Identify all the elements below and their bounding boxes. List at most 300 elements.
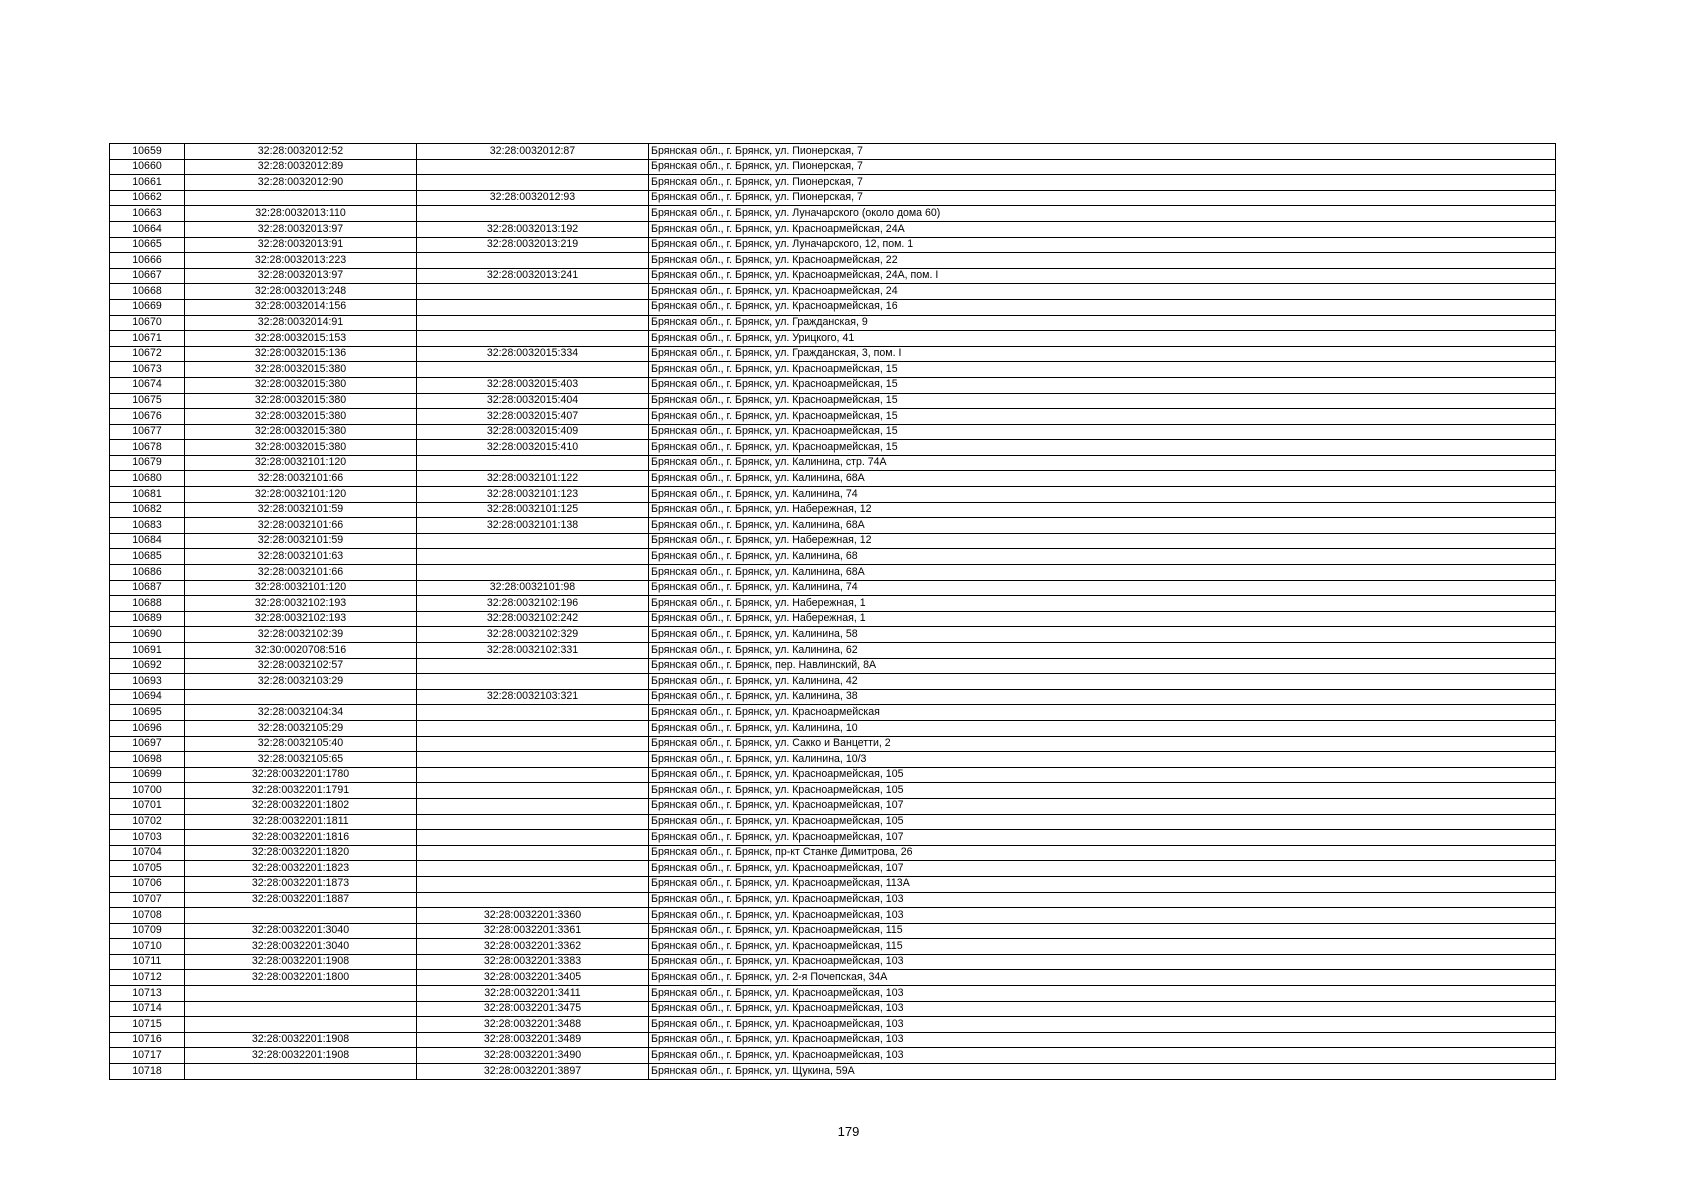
row-number-cell: 10692 [110, 658, 185, 674]
table-row [110, 689, 1556, 705]
address-cell: Брянская обл., г. Брянск, ул. Калинина, 10/3 [649, 752, 1556, 768]
cadastral-number-cell: 32:28:0032104:34 [185, 705, 417, 721]
object-cadastral-number-cell: 32:28:0032102:329 [417, 627, 649, 643]
cadastral-number-cell: 32:28:0032015:153 [185, 331, 417, 347]
cadastral-number-cell: 32:28:0032015:380 [185, 409, 417, 425]
object-cadastral-number-cell [417, 830, 649, 846]
table-row [110, 377, 1556, 393]
table-row [110, 393, 1556, 409]
row-number-cell: 10702 [110, 814, 185, 830]
address-cell: Брянская обл., г. Брянск, ул. Луначарского (около дома 60) [649, 206, 1556, 222]
address-cell: Брянская обл., г. Брянск, ул. Красноармейская, 103 [649, 986, 1556, 1002]
row-number-cell: 10689 [110, 611, 185, 627]
cadastral-number-cell: 32:28:0032012:90 [185, 175, 417, 191]
table-row [110, 643, 1556, 659]
object-cadastral-number-cell [417, 284, 649, 300]
cadastral-number-cell: 32:28:0032102:57 [185, 658, 417, 674]
cadastral-number-cell: 32:28:0032013:110 [185, 206, 417, 222]
address-cell: Брянская обл., г. Брянск, ул. Красноармейская, 103 [649, 1001, 1556, 1017]
cadastral-number-cell: 32:28:0032201:1791 [185, 783, 417, 799]
object-cadastral-number-cell: 32:28:0032201:3489 [417, 1032, 649, 1048]
address-cell: Брянская обл., г. Брянск, ул. Красноармейская, 15 [649, 424, 1556, 440]
address-cell: Брянская обл., г. Брянск, ул. Красноармейская, 103 [649, 1017, 1556, 1033]
registry-table [109, 143, 1556, 1080]
row-number-cell: 10675 [110, 393, 185, 409]
object-cadastral-number-cell [417, 736, 649, 752]
cadastral-number-cell: 32:28:0032201:1811 [185, 814, 417, 830]
object-cadastral-number-cell: 32:28:0032012:87 [417, 144, 649, 160]
address-cell: Брянская обл., г. Брянск, ул. 2-я Почепская, 34А [649, 970, 1556, 986]
object-cadastral-number-cell: 32:28:0032201:3897 [417, 1064, 649, 1080]
row-number-cell: 10714 [110, 1001, 185, 1017]
address-cell: Брянская обл., г. Брянск, пр-кт Станке Димитрова, 26 [649, 845, 1556, 861]
address-cell: Брянская обл., г. Брянск, ул. Красноармейская, 22 [649, 253, 1556, 269]
cadastral-number-cell: 32:28:0032101:120 [185, 580, 417, 596]
table-row [110, 237, 1556, 253]
row-number-cell: 10670 [110, 315, 185, 331]
address-cell: Брянская обл., г. Брянск, ул. Красноармейская, 103 [649, 892, 1556, 908]
row-number-cell: 10698 [110, 752, 185, 768]
object-cadastral-number-cell [417, 253, 649, 269]
object-cadastral-number-cell: 32:28:0032201:3361 [417, 923, 649, 939]
row-number-cell: 10694 [110, 689, 185, 705]
cadastral-number-cell: 32:28:0032013:248 [185, 284, 417, 300]
object-cadastral-number-cell [417, 206, 649, 222]
object-cadastral-number-cell: 32:28:0032201:3488 [417, 1017, 649, 1033]
object-cadastral-number-cell [417, 175, 649, 191]
cadastral-number-cell: 32:28:0032013:91 [185, 237, 417, 253]
cadastral-number-cell: 32:28:0032101:66 [185, 565, 417, 581]
row-number-cell: 10662 [110, 190, 185, 206]
registry-table-body [110, 144, 1556, 1080]
address-cell: Брянская обл., г. Брянск, ул. Набережная, 12 [649, 502, 1556, 518]
table-row [110, 892, 1556, 908]
row-number-cell: 10691 [110, 643, 185, 659]
row-number-cell: 10705 [110, 861, 185, 877]
table-row [110, 876, 1556, 892]
cadastral-number-cell: 32:28:0032105:29 [185, 720, 417, 736]
row-number-cell: 10666 [110, 253, 185, 269]
cadastral-number-cell: 32:28:0032201:1887 [185, 892, 417, 908]
address-cell: Брянская обл., г. Брянск, ул. Калинина, 74 [649, 487, 1556, 503]
row-number-cell: 10681 [110, 487, 185, 503]
cadastral-number-cell: 32:28:0032013:223 [185, 253, 417, 269]
row-number-cell: 10712 [110, 970, 185, 986]
row-number-cell: 10711 [110, 954, 185, 970]
table-row [110, 565, 1556, 581]
address-cell: Брянская обл., г. Брянск, ул. Красноармейская, 103 [649, 908, 1556, 924]
object-cadastral-number-cell: 32:28:0032102:196 [417, 596, 649, 612]
table-row [110, 611, 1556, 627]
table-row [110, 315, 1556, 331]
object-cadastral-number-cell [417, 549, 649, 565]
table-row [110, 424, 1556, 440]
object-cadastral-number-cell: 32:28:0032101:123 [417, 487, 649, 503]
cadastral-number-cell: 32:28:0032101:59 [185, 502, 417, 518]
row-number-cell: 10659 [110, 144, 185, 160]
table-row [110, 206, 1556, 222]
table-row [110, 1032, 1556, 1048]
object-cadastral-number-cell [417, 674, 649, 690]
table-row [110, 752, 1556, 768]
table-row [110, 954, 1556, 970]
object-cadastral-number-cell [417, 861, 649, 877]
cadastral-number-cell: 32:28:0032201:1908 [185, 1048, 417, 1064]
table-row [110, 175, 1556, 191]
object-cadastral-number-cell [417, 159, 649, 175]
table-row [110, 767, 1556, 783]
cadastral-number-cell: 32:28:0032201:3040 [185, 923, 417, 939]
row-number-cell: 10684 [110, 533, 185, 549]
address-cell: Брянская обл., г. Брянск, ул. Пионерская, 7 [649, 175, 1556, 191]
row-number-cell: 10708 [110, 908, 185, 924]
table-row [110, 580, 1556, 596]
row-number-cell: 10718 [110, 1064, 185, 1080]
row-number-cell: 10710 [110, 939, 185, 955]
address-cell: Брянская обл., г. Брянск, ул. Красноармейская, 103 [649, 954, 1556, 970]
row-number-cell: 10690 [110, 627, 185, 643]
row-number-cell: 10700 [110, 783, 185, 799]
cadastral-number-cell: 32:28:0032013:97 [185, 268, 417, 284]
cadastral-number-cell: 32:28:0032101:63 [185, 549, 417, 565]
table-row [110, 1001, 1556, 1017]
object-cadastral-number-cell: 32:28:0032102:242 [417, 611, 649, 627]
cadastral-number-cell: 32:28:0032201:1802 [185, 798, 417, 814]
cadastral-number-cell: 32:28:0032015:380 [185, 393, 417, 409]
row-number-cell: 10707 [110, 892, 185, 908]
row-number-cell: 10703 [110, 830, 185, 846]
cadastral-number-cell: 32:28:0032015:380 [185, 424, 417, 440]
address-cell: Брянская обл., г. Брянск, пер. Навлинский, 8А [649, 658, 1556, 674]
cadastral-number-cell: 32:28:0032201:1908 [185, 954, 417, 970]
cadastral-number-cell: 32:28:0032101:59 [185, 533, 417, 549]
object-cadastral-number-cell: 32:28:0032012:93 [417, 190, 649, 206]
cadastral-number-cell: 32:28:0032015:136 [185, 346, 417, 362]
table-row [110, 440, 1556, 456]
row-number-cell: 10688 [110, 596, 185, 612]
object-cadastral-number-cell [417, 767, 649, 783]
cadastral-number-cell: 32:28:0032201:1873 [185, 876, 417, 892]
cadastral-number-cell: 32:28:0032014:156 [185, 299, 417, 315]
table-row [110, 502, 1556, 518]
object-cadastral-number-cell: 32:28:0032013:219 [417, 237, 649, 253]
row-number-cell: 10686 [110, 565, 185, 581]
address-cell: Брянская обл., г. Брянск, ул. Красноармейская, 24А, пом. I [649, 268, 1556, 284]
object-cadastral-number-cell: 32:28:0032201:3383 [417, 954, 649, 970]
object-cadastral-number-cell: 32:28:0032201:3405 [417, 970, 649, 986]
address-cell: Брянская обл., г. Брянск, ул. Пионерская, 7 [649, 190, 1556, 206]
address-cell: Брянская обл., г. Брянск, ул. Калинина, 62 [649, 643, 1556, 659]
cadastral-number-cell [185, 1001, 417, 1017]
table-row [110, 331, 1556, 347]
table-row [110, 1017, 1556, 1033]
row-number-cell: 10668 [110, 284, 185, 300]
address-cell: Брянская обл., г. Брянск, ул. Урицкого, 41 [649, 331, 1556, 347]
table-row [110, 986, 1556, 1002]
cadastral-number-cell [185, 689, 417, 705]
address-cell: Брянская обл., г. Брянск, ул. Красноармейская, 105 [649, 814, 1556, 830]
cadastral-number-cell [185, 986, 417, 1002]
address-cell: Брянская обл., г. Брянск, ул. Красноармейская, 105 [649, 767, 1556, 783]
object-cadastral-number-cell: 32:28:0032201:3360 [417, 908, 649, 924]
object-cadastral-number-cell [417, 876, 649, 892]
table-row [110, 814, 1556, 830]
cadastral-number-cell [185, 908, 417, 924]
row-number-cell: 10687 [110, 580, 185, 596]
address-cell: Брянская обл., г. Брянск, ул. Красноармейская, 107 [649, 798, 1556, 814]
object-cadastral-number-cell: 32:28:0032013:241 [417, 268, 649, 284]
table-row [110, 221, 1556, 237]
row-number-cell: 10669 [110, 299, 185, 315]
address-cell: Брянская обл., г. Брянск, ул. Калинина, 68А [649, 471, 1556, 487]
row-number-cell: 10682 [110, 502, 185, 518]
cadastral-number-cell: 32:28:0032105:65 [185, 752, 417, 768]
address-cell: Брянская обл., г. Брянск, ул. Красноармейская, 115 [649, 939, 1556, 955]
object-cadastral-number-cell [417, 331, 649, 347]
object-cadastral-number-cell: 32:28:0032015:404 [417, 393, 649, 409]
object-cadastral-number-cell: 32:28:0032201:3490 [417, 1048, 649, 1064]
cadastral-number-cell: 32:28:0032201:1823 [185, 861, 417, 877]
row-number-cell: 10672 [110, 346, 185, 362]
row-number-cell: 10663 [110, 206, 185, 222]
table-row [110, 970, 1556, 986]
row-number-cell: 10699 [110, 767, 185, 783]
table-row [110, 1048, 1556, 1064]
cadastral-number-cell: 32:30:0020708:516 [185, 643, 417, 659]
row-number-cell: 10713 [110, 986, 185, 1002]
table-row [110, 596, 1556, 612]
row-number-cell: 10701 [110, 798, 185, 814]
object-cadastral-number-cell [417, 783, 649, 799]
object-cadastral-number-cell: 32:28:0032101:122 [417, 471, 649, 487]
cadastral-number-cell: 32:28:0032103:29 [185, 674, 417, 690]
table-row [110, 533, 1556, 549]
address-cell: Брянская обл., г. Брянск, ул. Красноармейская, 103 [649, 1032, 1556, 1048]
object-cadastral-number-cell [417, 565, 649, 581]
table-row [110, 253, 1556, 269]
object-cadastral-number-cell: 32:28:0032201:3411 [417, 986, 649, 1002]
object-cadastral-number-cell [417, 658, 649, 674]
table-row [110, 736, 1556, 752]
object-cadastral-number-cell [417, 892, 649, 908]
cadastral-number-cell: 32:28:0032015:380 [185, 440, 417, 456]
table-row [110, 518, 1556, 534]
cadastral-number-cell: 32:28:0032102:193 [185, 611, 417, 627]
row-number-cell: 10683 [110, 518, 185, 534]
address-cell: Брянская обл., г. Брянск, ул. Красноармейская [649, 705, 1556, 721]
row-number-cell: 10674 [110, 377, 185, 393]
table-row [110, 409, 1556, 425]
row-number-cell: 10667 [110, 268, 185, 284]
table-row [110, 1064, 1556, 1080]
row-number-cell: 10695 [110, 705, 185, 721]
table-row [110, 471, 1556, 487]
address-cell: Брянская обл., г. Брянск, ул. Калинина, 42 [649, 674, 1556, 690]
cadastral-number-cell: 32:28:0032101:120 [185, 487, 417, 503]
object-cadastral-number-cell [417, 362, 649, 378]
row-number-cell: 10673 [110, 362, 185, 378]
object-cadastral-number-cell [417, 299, 649, 315]
table-row [110, 159, 1556, 175]
object-cadastral-number-cell: 32:28:0032015:410 [417, 440, 649, 456]
table-row [110, 284, 1556, 300]
cadastral-number-cell: 32:28:0032101:120 [185, 455, 417, 471]
address-cell: Брянская обл., г. Брянск, ул. Красноармейская, 107 [649, 830, 1556, 846]
table-row [110, 720, 1556, 736]
address-cell: Брянская обл., г. Брянск, ул. Калинина, 10 [649, 720, 1556, 736]
object-cadastral-number-cell [417, 315, 649, 331]
address-cell: Брянская обл., г. Брянск, ул. Красноармейская, 24 [649, 284, 1556, 300]
address-cell: Брянская обл., г. Брянск, ул. Пионерская, 7 [649, 159, 1556, 175]
table-row [110, 908, 1556, 924]
address-cell: Брянская обл., г. Брянск, ул. Набережная, 1 [649, 611, 1556, 627]
table-row [110, 845, 1556, 861]
address-cell: Брянская обл., г. Брянск, ул. Калинина, 38 [649, 689, 1556, 705]
cadastral-number-cell: 32:28:0032201:1908 [185, 1032, 417, 1048]
address-cell: Брянская обл., г. Брянск, ул. Набережная, 12 [649, 533, 1556, 549]
object-cadastral-number-cell: 32:28:0032103:321 [417, 689, 649, 705]
object-cadastral-number-cell: 32:28:0032101:98 [417, 580, 649, 596]
address-cell: Брянская обл., г. Брянск, ул. Красноармейская, 15 [649, 409, 1556, 425]
address-cell: Брянская обл., г. Брянск, ул. Гражданская, 9 [649, 315, 1556, 331]
table-row [110, 487, 1556, 503]
address-cell: Брянская обл., г. Брянск, ул. Сакко и Ванцетти, 2 [649, 736, 1556, 752]
address-cell: Брянская обл., г. Брянск, ул. Гражданская, 3, пом. I [649, 346, 1556, 362]
row-number-cell: 10717 [110, 1048, 185, 1064]
address-cell: Брянская обл., г. Брянск, ул. Красноармейская, 16 [649, 299, 1556, 315]
row-number-cell: 10660 [110, 159, 185, 175]
object-cadastral-number-cell [417, 455, 649, 471]
table-row [110, 299, 1556, 315]
address-cell: Брянская обл., г. Брянск, ул. Красноармейская, 15 [649, 440, 1556, 456]
address-cell: Брянская обл., г. Брянск, ул. Калинина, 68 [649, 549, 1556, 565]
row-number-cell: 10706 [110, 876, 185, 892]
cadastral-number-cell [185, 1017, 417, 1033]
row-number-cell: 10709 [110, 923, 185, 939]
cadastral-number-cell: 32:28:0032102:39 [185, 627, 417, 643]
table-row [110, 144, 1556, 160]
cadastral-number-cell: 32:28:0032102:193 [185, 596, 417, 612]
address-cell: Брянская обл., г. Брянск, ул. Красноармейская, 24А [649, 221, 1556, 237]
address-cell: Брянская обл., г. Брянск, ул. Красноармейская, 103 [649, 1048, 1556, 1064]
address-cell: Брянская обл., г. Брянск, ул. Щукина, 59А [649, 1064, 1556, 1080]
cadastral-number-cell: 32:28:0032101:66 [185, 471, 417, 487]
table-row [110, 268, 1556, 284]
object-cadastral-number-cell [417, 752, 649, 768]
object-cadastral-number-cell: 32:28:0032015:407 [417, 409, 649, 425]
object-cadastral-number-cell: 32:28:0032015:409 [417, 424, 649, 440]
address-cell: Брянская обл., г. Брянск, ул. Красноармейская, 105 [649, 783, 1556, 799]
address-cell: Брянская обл., г. Брянск, ул. Красноармейская, 15 [649, 377, 1556, 393]
address-cell: Брянская обл., г. Брянск, ул. Калинина, 68А [649, 565, 1556, 581]
row-number-cell: 10676 [110, 409, 185, 425]
table-row [110, 362, 1556, 378]
table-row [110, 798, 1556, 814]
object-cadastral-number-cell [417, 814, 649, 830]
cadastral-number-cell: 32:28:0032101:66 [185, 518, 417, 534]
cadastral-number-cell: 32:28:0032014:91 [185, 315, 417, 331]
address-cell: Брянская обл., г. Брянск, ул. Калинина, 58 [649, 627, 1556, 643]
table-row [110, 830, 1556, 846]
object-cadastral-number-cell: 32:28:0032101:138 [417, 518, 649, 534]
object-cadastral-number-cell: 32:28:0032013:192 [417, 221, 649, 237]
cadastral-number-cell [185, 190, 417, 206]
table-row [110, 939, 1556, 955]
cadastral-number-cell: 32:28:0032201:1780 [185, 767, 417, 783]
address-cell: Брянская обл., г. Брянск, ул. Набережная, 1 [649, 596, 1556, 612]
row-number-cell: 10685 [110, 549, 185, 565]
row-number-cell: 10671 [110, 331, 185, 347]
object-cadastral-number-cell [417, 533, 649, 549]
object-cadastral-number-cell: 32:28:0032201:3475 [417, 1001, 649, 1017]
page-number: 179 [837, 1124, 860, 1139]
row-number-cell: 10715 [110, 1017, 185, 1033]
row-number-cell: 10696 [110, 720, 185, 736]
address-cell: Брянская обл., г. Брянск, ул. Калинина, 74 [649, 580, 1556, 596]
cadastral-number-cell: 32:28:0032201:3040 [185, 939, 417, 955]
address-cell: Брянская обл., г. Брянск, ул. Пионерская, 7 [649, 144, 1556, 160]
object-cadastral-number-cell: 32:28:0032201:3362 [417, 939, 649, 955]
object-cadastral-number-cell [417, 845, 649, 861]
row-number-cell: 10661 [110, 175, 185, 191]
cadastral-number-cell: 32:28:0032012:52 [185, 144, 417, 160]
row-number-cell: 10716 [110, 1032, 185, 1048]
object-cadastral-number-cell [417, 705, 649, 721]
cadastral-number-cell: 32:28:0032013:97 [185, 221, 417, 237]
object-cadastral-number-cell: 32:28:0032015:334 [417, 346, 649, 362]
object-cadastral-number-cell [417, 720, 649, 736]
address-cell: Брянская обл., г. Брянск, ул. Красноармейская, 15 [649, 393, 1556, 409]
cadastral-number-cell: 32:28:0032015:380 [185, 377, 417, 393]
object-cadastral-number-cell: 32:28:0032015:403 [417, 377, 649, 393]
table-row [110, 346, 1556, 362]
row-number-cell: 10680 [110, 471, 185, 487]
address-cell: Брянская обл., г. Брянск, ул. Красноармейская, 107 [649, 861, 1556, 877]
cadastral-number-cell: 32:28:0032012:89 [185, 159, 417, 175]
table-row [110, 705, 1556, 721]
table-row [110, 627, 1556, 643]
row-number-cell: 10693 [110, 674, 185, 690]
row-number-cell: 10704 [110, 845, 185, 861]
table-row [110, 861, 1556, 877]
table-row [110, 190, 1556, 206]
table-row [110, 783, 1556, 799]
table-row [110, 549, 1556, 565]
cadastral-number-cell: 32:28:0032201:1800 [185, 970, 417, 986]
object-cadastral-number-cell: 32:28:0032101:125 [417, 502, 649, 518]
cadastral-number-cell: 32:28:0032201:1816 [185, 830, 417, 846]
cadastral-number-cell [185, 1064, 417, 1080]
row-number-cell: 10677 [110, 424, 185, 440]
cadastral-number-cell: 32:28:0032015:380 [185, 362, 417, 378]
address-cell: Брянская обл., г. Брянск, ул. Красноармейская, 115 [649, 923, 1556, 939]
row-number-cell: 10678 [110, 440, 185, 456]
address-cell: Брянская обл., г. Брянск, ул. Красноармейская, 113А [649, 876, 1556, 892]
address-cell: Брянская обл., г. Брянск, ул. Калинина, стр. 74А [649, 455, 1556, 471]
table-row [110, 455, 1556, 471]
row-number-cell: 10664 [110, 221, 185, 237]
cadastral-number-cell: 32:28:0032201:1820 [185, 845, 417, 861]
row-number-cell: 10697 [110, 736, 185, 752]
row-number-cell: 10665 [110, 237, 185, 253]
table-row [110, 658, 1556, 674]
address-cell: Брянская обл., г. Брянск, ул. Луначарского, 12, пом. 1 [649, 237, 1556, 253]
cadastral-number-cell: 32:28:0032105:40 [185, 736, 417, 752]
object-cadastral-number-cell [417, 798, 649, 814]
address-cell: Брянская обл., г. Брянск, ул. Красноармейская, 15 [649, 362, 1556, 378]
table-row [110, 923, 1556, 939]
row-number-cell: 10679 [110, 455, 185, 471]
